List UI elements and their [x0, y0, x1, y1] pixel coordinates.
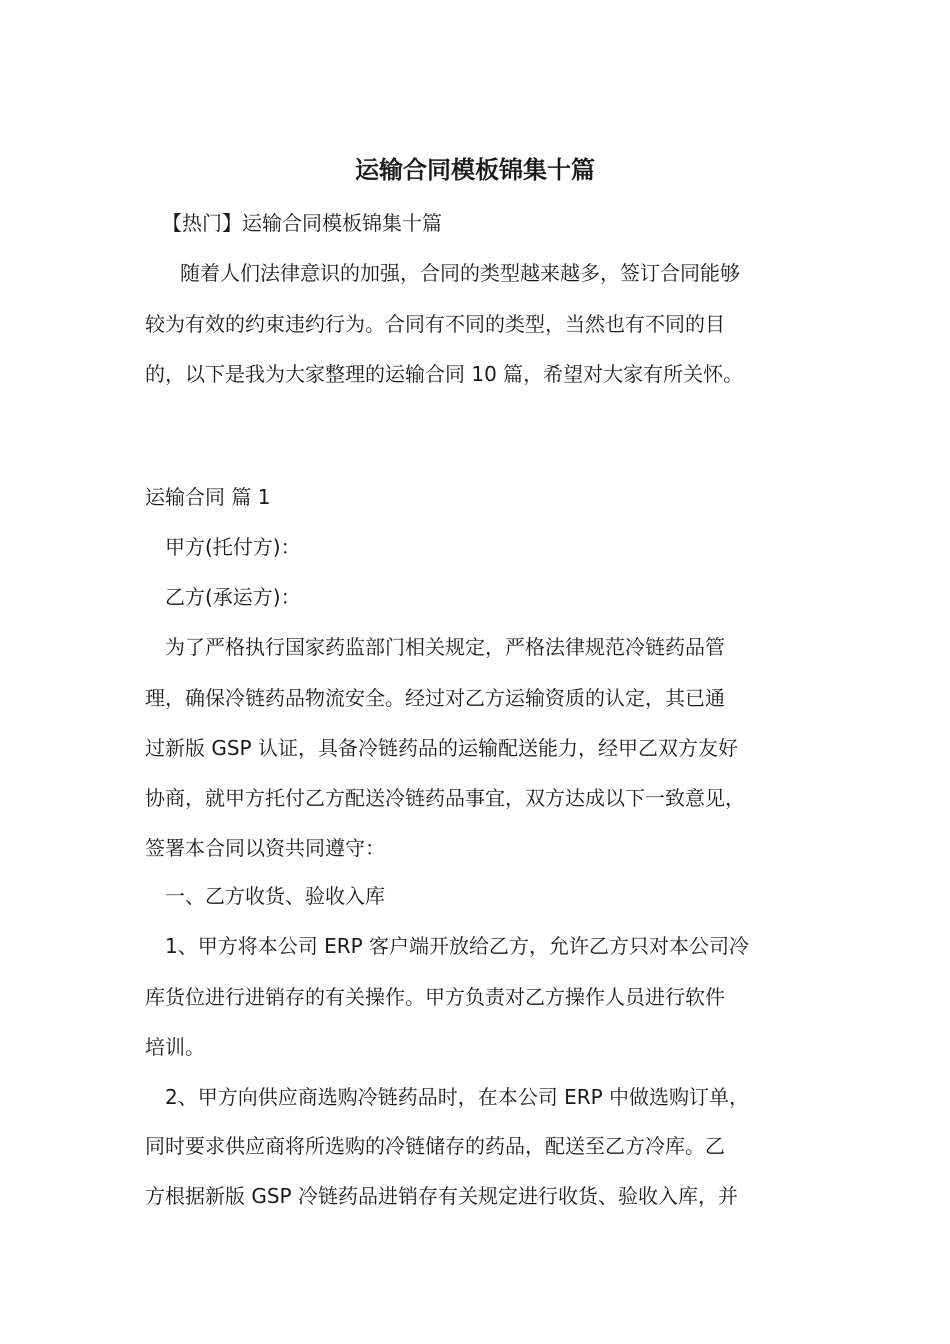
document-title: 运输合同模板锦集十篇: [355, 156, 595, 184]
intro-line: 随着人们法律意识的加强，合同的类型越来越多，签订合同能够: [180, 261, 740, 285]
preamble-line: 协商，就甲方托付乙方配送冷链药品事宜，双方达成以下一致意见，: [145, 786, 745, 810]
preamble-line: 理，确保冷链药品物流安全。经过对乙方运输资质的认定，其已通: [145, 686, 725, 710]
party-b-label: 乙方(承运方)：: [165, 585, 301, 609]
clause-item-line: 库货位进行进销存的有关操作。甲方负责对乙方操作人员进行软件: [145, 985, 725, 1009]
clause-item-line: 方根据新版 GSP 冷链药品进销存有关规定进行收货、验收入库，并: [145, 1184, 738, 1208]
intro-line: 的，以下是我为大家整理的运输合同 10 篇，希望对大家有所关怀。: [145, 362, 744, 386]
preamble-line: 为了严格执行国家药监部门相关规定，严格法律规范冷链药品管: [165, 635, 725, 659]
intro-line: 较为有效的约束违约行为。合同有不同的类型，当然也有不同的目: [145, 312, 725, 336]
preamble-line: 过新版 GSP 认证，具备冷链药品的运输配送能力，经甲乙双方友好: [145, 736, 738, 760]
clause-item-line: 1、甲方将本公司 ERP 客户端开放给乙方，允许乙方只对本公司冷: [165, 934, 750, 958]
clause-item-line: 2、甲方向供应商选购冷链药品时，在本公司 ERP 中做选购订单，: [165, 1085, 750, 1109]
section-heading: 运输合同 篇 1: [145, 485, 271, 509]
document-subtitle: 【热门】运输合同模板锦集十篇: [162, 211, 442, 235]
party-a-label: 甲方(托付方)：: [165, 535, 301, 559]
preamble-line: 签署本合同以资共同遵守：: [145, 836, 385, 860]
clause-item-line: 同时要求供应商将所选购的冷链储存的药品，配送至乙方冷库。乙: [145, 1134, 725, 1158]
clause-heading: 一、乙方收货、验收入库: [165, 884, 385, 908]
clause-item-line: 培训。: [145, 1035, 205, 1059]
